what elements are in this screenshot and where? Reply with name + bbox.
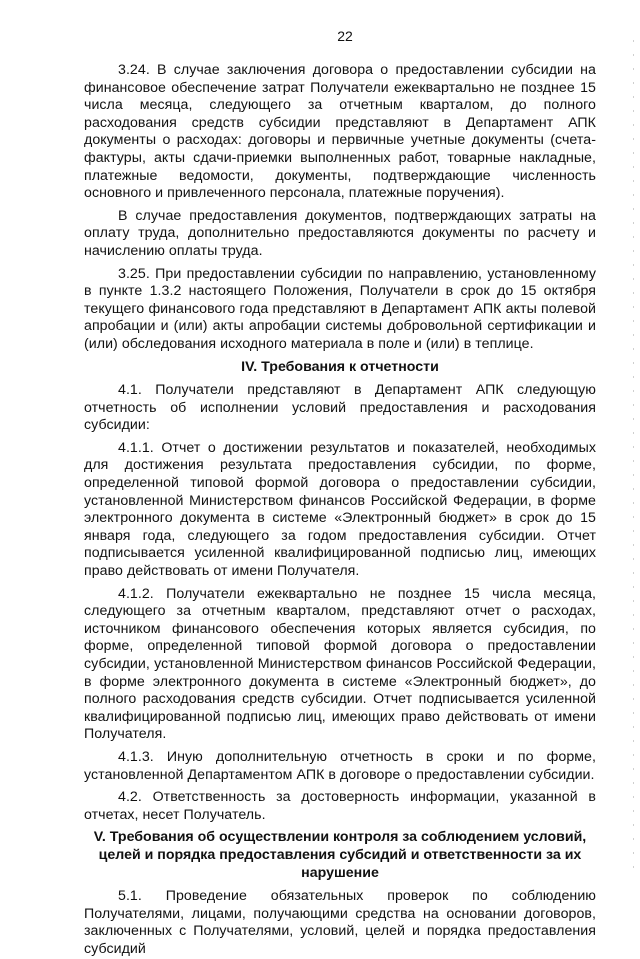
section-heading-iv: IV. Требования к отчетности — [241, 358, 439, 375]
paragraph-3-24: 3.24. В случае заключения договора о предоставлении субсидии на финансовое обеспечение затрат Получатели ежеквартально не позднее 15 числа месяца, следующего за отчетным кварталом, до полного расходования средств субсидии представляют в Департамент АПК документы о расходах: договоры и первичные учетные документы (счета-фактуры, акты сдачи-приемки выполненных работ, товарные накладные, платежные ведомости, документы, подтверждающие численность основного и привлеченного персонала, платежные поручения). — [84, 62, 596, 202]
paragraph-3-25: 3.25. При предоставлении субсидии по направлению, установленному в пункте 1.3.2 настоящего Положения, Получатели в срок до 15 октября текущего финансового года представляют в Департамент АПК акты полевой апробации и (или) акты апробации системы добровольной сертификации и (или) обследования исходного материала в поле и (или) в теплице. — [84, 265, 596, 352]
section-heading-v: V. Требования об осуществлении контроля за соблюдением условий, целей и порядка предоставления субсидий и ответственности за их нарушение — [93, 829, 587, 881]
paragraph-5-1: 5.1. Проведение обязательных проверок по соблюдению Получателями, лицами, получающими средства на основании договоров, заключенных с Получателями, условий, целей и порядка предоставления субсидий — [84, 888, 596, 957]
paragraph-labor-costs: В случае предоставления документов, подтверждающих затраты на оплату труда, дополнительно предоставляются документы по расчету и начислению оплаты труда. — [84, 207, 596, 259]
paragraph-4-1-3: 4.1.3. Иную дополнительную отчетность в сроки и по форме, установленной Департаментом АПК в договоре о предоставлении субсидии. — [84, 748, 596, 783]
scan-edge-mark — [633, 40, 634, 880]
paragraph-4-1-1: 4.1.1. Отчет о достижении результатов и показателей, необходимых для достижения результата предоставления субсидии, по форме, определенной типовой формой договора о предоставлении субсидии, установленной Министерством финансов Российской Федерации, в форме электронного документа в системе «Электронный бюджет» в срок до 15 января года, следующего за годом предоставления субсидии. Отчет подписывается усиленной квалифицированной подписью лиц, имеющих право действовать от имени Получателя. — [84, 439, 596, 580]
paragraph-4-1: 4.1. Получатели представляют в Департамент АПК следующую отчетность об исполнении условий предоставления и расходования субсидии: — [84, 382, 596, 434]
page-number: 22 — [337, 28, 353, 44]
paragraph-4-1-2: 4.1.2. Получатели ежеквартально не позднее 15 числа месяца, следующего за отчетным кварталом, представляют отчет о расходах, источником финансового обеспечения которых является субсидия, по форме, определенной типовой формой договора о предоставлении субсидии, установленной Министерством финансов Российской Федерации, в форме электронного документа в системе «Электронный бюджет», до полного расходования средств субсидии. Отчет подписывается усиленной квалифицированной подписью лиц, имеющих право действовать от имени Получателя. — [84, 585, 596, 743]
paragraph-4-2: 4.2. Ответственность за достоверность информации, указанной в отчетах, несет Получатель. — [84, 789, 596, 823]
